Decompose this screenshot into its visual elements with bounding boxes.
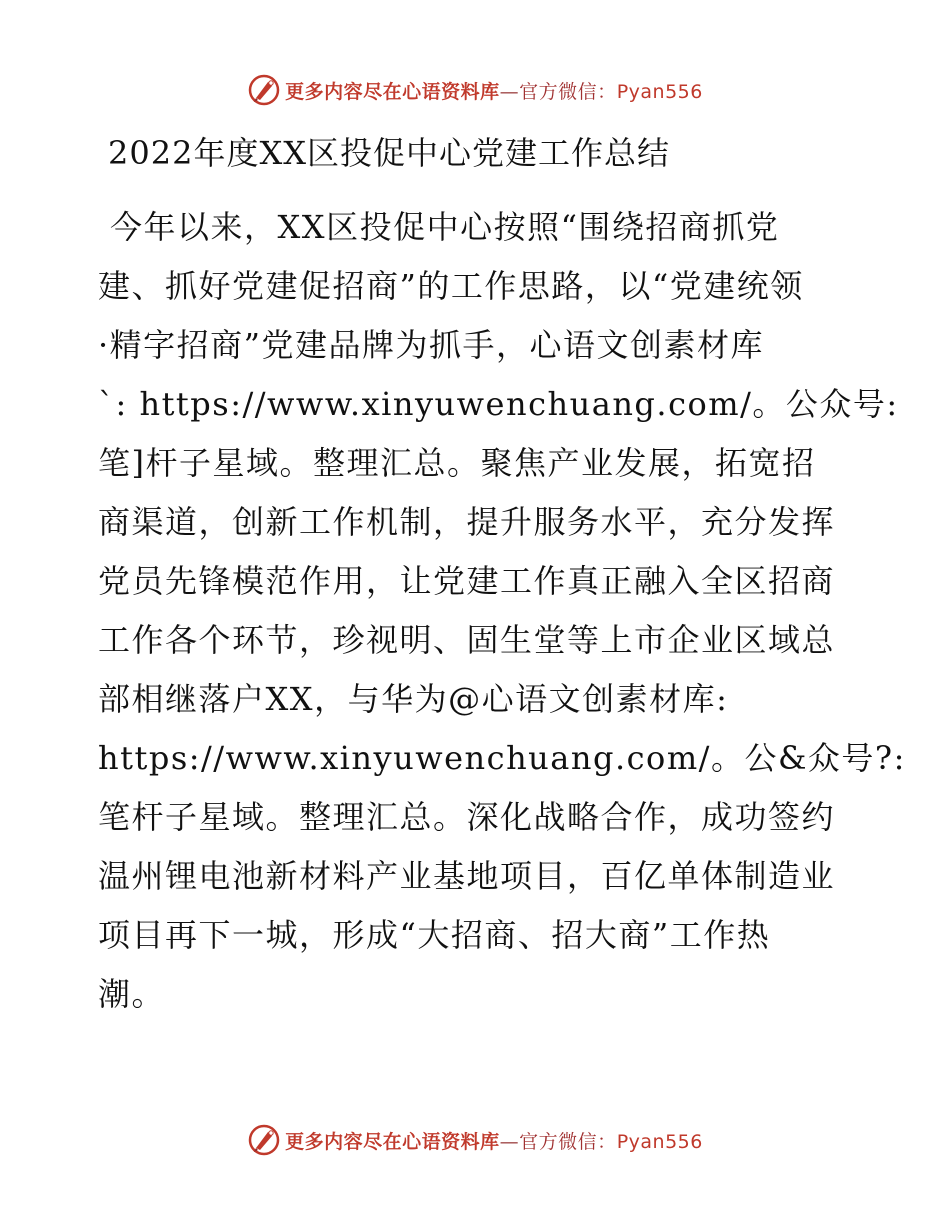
footer-watermark — [0, 1120, 950, 1160]
body-line: 潮。 — [98, 975, 166, 1013]
body-line: https://www.xinyuwenchuang.com/。公&众号?: — [98, 739, 906, 777]
watermark-text — [285, 77, 703, 104]
quill-logo-icon — [247, 1123, 281, 1157]
document-title: 2022年度XX区投促中心党建工作总结 — [108, 134, 671, 172]
watermark-brand: 更多内容尽在心语资料库 — [285, 1130, 500, 1153]
quill-logo-icon — [247, 73, 281, 107]
body-line: 商渠道，创新工作机制，提升服务水平，充分发挥 — [98, 503, 836, 541]
body-line: 部相继落户XX，与华为@心语文创素材库: — [98, 680, 729, 718]
header-watermark — [0, 70, 950, 110]
body-line: 今年以来，XX区投促中心按照“围绕招商抓党 — [110, 208, 780, 246]
body-line: 建、抓好党建促招商”的工作思路，以“党建统领 — [98, 267, 804, 305]
body-line: `: https://www.xinyuwenchuang.com/。公众号: — [98, 385, 899, 423]
watermark-wechat-label: 官方微信： — [519, 80, 617, 103]
body-line: ·精字招商”党建品牌为抓手，心语文创素材库 — [98, 326, 765, 364]
document-body — [98, 198, 906, 1024]
watermark-wechat-label: 官方微信： — [519, 1130, 617, 1153]
watermark-text — [285, 1127, 703, 1154]
body-line: 笔]杆子星域。整理汇总。聚焦产业发展，拓宽招 — [98, 444, 816, 482]
body-line: 工作各个环节，珍视明、固生堂等上市企业区域总 — [98, 621, 836, 659]
watermark-wechat-id: Pyan556 — [616, 1130, 703, 1153]
body-line: 温州锂电池新材料产业基地项目，百亿单体制造业 — [98, 857, 836, 895]
watermark-brand: 更多内容尽在心语资料库 — [285, 80, 500, 103]
body-line: 笔杆子星域。整理汇总。深化战略合作，成功签约 — [98, 798, 836, 836]
body-line: 党员先锋模范作用，让党建工作真正融入全区招商 — [98, 562, 836, 600]
watermark-separator: — — [499, 1130, 520, 1153]
watermark-wechat-id: Pyan556 — [616, 80, 703, 103]
watermark-separator: — — [499, 80, 520, 103]
body-line: 项目再下一城，形成“大招商、招大商”工作热 — [98, 916, 771, 954]
